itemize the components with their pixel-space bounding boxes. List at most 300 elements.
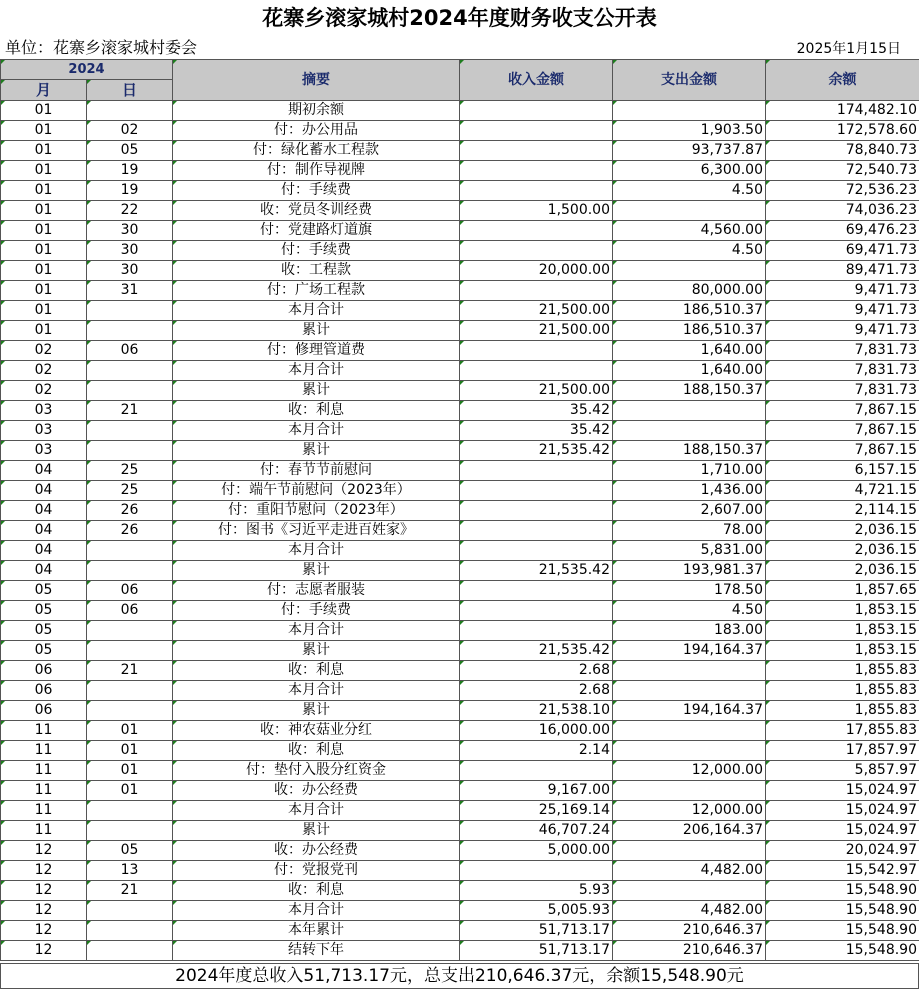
summary-cell: 付：修理管道费 — [173, 341, 460, 361]
table-row — [1, 921, 919, 941]
summary-cell: 收：神农菇业分红 — [173, 721, 460, 741]
table-row — [1, 621, 919, 641]
balance-cell: 9,471.73 — [766, 321, 919, 341]
summary-cell: 本年累计 — [173, 921, 460, 941]
income-cell — [460, 481, 613, 501]
income-cell — [460, 601, 613, 621]
table-row — [1, 901, 919, 921]
balance-cell: 15,024.97 — [766, 821, 919, 841]
summary-cell: 累计 — [173, 561, 460, 581]
income-cell: 9,167.00 — [460, 781, 613, 801]
table-row — [1, 281, 919, 301]
table-row — [1, 941, 919, 961]
balance-cell: 1,855.83 — [766, 661, 919, 681]
table-row — [1, 181, 919, 201]
table-row — [1, 381, 919, 401]
day-cell: 22 — [87, 201, 173, 221]
table-row — [1, 741, 919, 761]
summary-cell: 累计 — [173, 381, 460, 401]
summary-cell: 累计 — [173, 701, 460, 721]
table-row — [1, 241, 919, 261]
summary-cell: 付：绿化蓄水工程款 — [173, 141, 460, 161]
expense-cell — [613, 661, 766, 681]
income-cell: 1,500.00 — [460, 201, 613, 221]
month-cell: 01 — [1, 301, 87, 321]
table-row — [1, 361, 919, 381]
income-cell — [460, 141, 613, 161]
month-cell: 04 — [1, 521, 87, 541]
month-cell: 01 — [1, 221, 87, 241]
table-row — [1, 501, 919, 521]
day-cell: 01 — [87, 721, 173, 741]
income-cell: 5,005.93 — [460, 901, 613, 921]
income-cell: 5.93 — [460, 881, 613, 901]
day-cell: 21 — [87, 661, 173, 681]
income-cell — [460, 621, 613, 641]
summary-cell: 本月合计 — [173, 621, 460, 641]
income-cell: 21,500.00 — [460, 301, 613, 321]
table-row — [1, 221, 919, 241]
expense-cell: 12,000.00 — [613, 761, 766, 781]
table-row — [1, 101, 919, 121]
day-cell — [87, 921, 173, 941]
expense-cell: 6,300.00 — [613, 161, 766, 181]
table-row — [1, 641, 919, 661]
summary-cell: 付：垫付入股分红资金 — [173, 761, 460, 781]
balance-cell: 174,482.10 — [766, 101, 919, 121]
summary-cell: 收：党员冬训经费 — [173, 201, 460, 221]
expense-cell: 4,482.00 — [613, 861, 766, 881]
day-cell — [87, 541, 173, 561]
income-cell: 46,707.24 — [460, 821, 613, 841]
expense-cell — [613, 781, 766, 801]
balance-header: 余额 — [766, 60, 919, 101]
table-row — [1, 201, 919, 221]
month-cell: 05 — [1, 621, 87, 641]
month-cell: 11 — [1, 821, 87, 841]
income-cell — [460, 161, 613, 181]
summary-footer: 2024年度总收入51,713.17元，总支出210,646.37元，余额15,548.90元 — [0, 963, 919, 989]
month-cell: 04 — [1, 481, 87, 501]
expense-cell: 194,164.37 — [613, 641, 766, 661]
balance-cell: 15,542.97 — [766, 861, 919, 881]
day-cell: 19 — [87, 181, 173, 201]
income-cell: 21,500.00 — [460, 381, 613, 401]
day-cell — [87, 301, 173, 321]
month-cell: 01 — [1, 101, 87, 121]
balance-cell: 9,471.73 — [766, 281, 919, 301]
balance-cell: 17,857.97 — [766, 741, 919, 761]
month-cell: 01 — [1, 121, 87, 141]
table-row — [1, 521, 919, 541]
balance-cell: 2,114.15 — [766, 501, 919, 521]
income-cell: 21,535.42 — [460, 561, 613, 581]
income-cell: 2.14 — [460, 741, 613, 761]
summary-cell: 付：手续费 — [173, 181, 460, 201]
income-cell — [460, 501, 613, 521]
expense-cell: 5,831.00 — [613, 541, 766, 561]
summary-cell: 累计 — [173, 821, 460, 841]
income-cell: 35.42 — [460, 421, 613, 441]
expense-cell: 186,510.37 — [613, 321, 766, 341]
day-cell: 06 — [87, 581, 173, 601]
day-cell: 25 — [87, 461, 173, 481]
month-cell: 12 — [1, 881, 87, 901]
summary-cell: 累计 — [173, 641, 460, 661]
income-cell: 2.68 — [460, 661, 613, 681]
month-cell: 03 — [1, 441, 87, 461]
balance-cell: 1,853.15 — [766, 601, 919, 621]
summary-cell: 付：重阳节慰问（2023年） — [173, 501, 460, 521]
expense-cell: 1,640.00 — [613, 361, 766, 381]
balance-cell: 2,036.15 — [766, 561, 919, 581]
balance-cell: 6,157.15 — [766, 461, 919, 481]
expense-cell — [613, 101, 766, 121]
unit-label: 单位：花寨乡滚家城村委会 — [5, 38, 198, 57]
month-cell: 04 — [1, 561, 87, 581]
expense-cell — [613, 841, 766, 861]
day-cell: 19 — [87, 161, 173, 181]
income-cell: 21,500.00 — [460, 321, 613, 341]
table-row — [1, 781, 919, 801]
balance-cell: 74,036.23 — [766, 201, 919, 221]
income-cell: 51,713.17 — [460, 921, 613, 941]
summary-cell: 期初余额 — [173, 101, 460, 121]
table-row — [1, 401, 919, 421]
month-cell: 12 — [1, 861, 87, 881]
summary-cell: 付：春节节前慰问 — [173, 461, 460, 481]
summary-cell: 付：广场工程款 — [173, 281, 460, 301]
expense-cell: 193,981.37 — [613, 561, 766, 581]
summary-cell: 付：办公用品 — [173, 121, 460, 141]
expense-cell: 210,646.37 — [613, 941, 766, 961]
summary-cell: 收：利息 — [173, 401, 460, 421]
day-cell — [87, 101, 173, 121]
day-cell: 05 — [87, 141, 173, 161]
summary-cell: 付：手续费 — [173, 241, 460, 261]
expense-cell: 80,000.00 — [613, 281, 766, 301]
balance-cell: 2,036.15 — [766, 541, 919, 561]
expense-cell: 4.50 — [613, 241, 766, 261]
table-row — [1, 321, 919, 341]
month-cell: 05 — [1, 601, 87, 621]
day-cell — [87, 561, 173, 581]
expense-cell — [613, 881, 766, 901]
month-cell: 04 — [1, 541, 87, 561]
month-cell: 11 — [1, 761, 87, 781]
expense-cell: 93,737.87 — [613, 141, 766, 161]
income-cell — [460, 361, 613, 381]
income-cell — [460, 581, 613, 601]
balance-cell: 69,476.23 — [766, 221, 919, 241]
expense-cell — [613, 401, 766, 421]
table-row — [1, 841, 919, 861]
balance-cell: 69,471.73 — [766, 241, 919, 261]
income-cell: 21,538.10 — [460, 701, 613, 721]
day-cell: 13 — [87, 861, 173, 881]
day-cell — [87, 701, 173, 721]
expense-cell: 183.00 — [613, 621, 766, 641]
income-cell: 21,535.42 — [460, 641, 613, 661]
table-row — [1, 861, 919, 881]
expense-cell: 188,150.37 — [613, 441, 766, 461]
expense-cell: 2,607.00 — [613, 501, 766, 521]
income-cell: 51,713.17 — [460, 941, 613, 961]
income-cell: 25,169.14 — [460, 801, 613, 821]
summary-cell: 收：办公经费 — [173, 781, 460, 801]
balance-cell: 15,548.90 — [766, 941, 919, 961]
expense-cell: 1,710.00 — [613, 461, 766, 481]
month-cell: 06 — [1, 661, 87, 681]
day-cell: 30 — [87, 241, 173, 261]
month-cell: 12 — [1, 921, 87, 941]
summary-cell: 付：图书《习近平走进百姓家》 — [173, 521, 460, 541]
month-cell: 03 — [1, 421, 87, 441]
balance-cell: 72,540.73 — [766, 161, 919, 181]
day-cell: 06 — [87, 341, 173, 361]
summary-cell: 累计 — [173, 441, 460, 461]
summary-cell: 本月合计 — [173, 801, 460, 821]
day-cell: 01 — [87, 781, 173, 801]
summary-cell: 累计 — [173, 321, 460, 341]
balance-cell: 15,024.97 — [766, 801, 919, 821]
summary-cell: 本月合计 — [173, 361, 460, 381]
expense-cell: 188,150.37 — [613, 381, 766, 401]
table-row — [1, 581, 919, 601]
summary-cell: 收：办公经费 — [173, 841, 460, 861]
month-cell: 06 — [1, 681, 87, 701]
day-cell — [87, 621, 173, 641]
balance-cell: 7,831.73 — [766, 341, 919, 361]
summary-cell: 本月合计 — [173, 301, 460, 321]
expense-cell — [613, 261, 766, 281]
summary-cell: 付：制作导视牌 — [173, 161, 460, 181]
day-cell: 02 — [87, 121, 173, 141]
month-cell: 12 — [1, 841, 87, 861]
day-cell: 21 — [87, 881, 173, 901]
income-cell — [460, 761, 613, 781]
day-cell: 06 — [87, 601, 173, 621]
table-row — [1, 121, 919, 141]
balance-cell: 1,857.65 — [766, 581, 919, 601]
table-row — [1, 601, 919, 621]
day-cell — [87, 681, 173, 701]
balance-cell: 172,578.60 — [766, 121, 919, 141]
balance-cell: 17,855.83 — [766, 721, 919, 741]
month-cell: 01 — [1, 321, 87, 341]
summary-cell: 付：端午节前慰问（2023年） — [173, 481, 460, 501]
month-cell: 01 — [1, 161, 87, 181]
table-row — [1, 801, 919, 821]
balance-cell: 72,536.23 — [766, 181, 919, 201]
day-cell — [87, 901, 173, 921]
summary-cell: 付：党建路灯道旗 — [173, 221, 460, 241]
expense-header: 支出金额 — [613, 60, 766, 101]
table-row — [1, 701, 919, 721]
month-cell: 01 — [1, 241, 87, 261]
report-date: 2025年1月15日 — [796, 41, 901, 57]
day-cell — [87, 441, 173, 461]
day-cell: 05 — [87, 841, 173, 861]
income-cell — [460, 541, 613, 561]
day-cell: 25 — [87, 481, 173, 501]
income-cell — [460, 861, 613, 881]
balance-cell: 20,024.97 — [766, 841, 919, 861]
summary-cell: 付：党报党刊 — [173, 861, 460, 881]
balance-cell: 7,831.73 — [766, 361, 919, 381]
summary-cell: 付：志愿者服装 — [173, 581, 460, 601]
month-cell: 11 — [1, 741, 87, 761]
day-cell — [87, 321, 173, 341]
table-row — [1, 761, 919, 781]
month-cell: 02 — [1, 341, 87, 361]
month-cell: 12 — [1, 941, 87, 961]
table-row — [1, 301, 919, 321]
summary-cell: 收：工程款 — [173, 261, 460, 281]
balance-cell: 1,855.83 — [766, 681, 919, 701]
finance-table — [0, 59, 919, 961]
year-header: 2024 — [1, 60, 173, 80]
summary-cell: 本月合计 — [173, 421, 460, 441]
balance-cell: 15,024.97 — [766, 781, 919, 801]
summary-cell: 收：利息 — [173, 661, 460, 681]
income-cell — [460, 121, 613, 141]
income-cell: 16,000.00 — [460, 721, 613, 741]
income-cell: 35.42 — [460, 401, 613, 421]
expense-cell: 4.50 — [613, 181, 766, 201]
summary-header: 摘要 — [173, 60, 460, 101]
balance-cell: 4,721.15 — [766, 481, 919, 501]
balance-cell: 15,548.90 — [766, 901, 919, 921]
expense-cell: 178.50 — [613, 581, 766, 601]
month-cell: 05 — [1, 641, 87, 661]
expense-cell: 4.50 — [613, 601, 766, 621]
day-header: 日 — [87, 80, 173, 101]
income-cell: 20,000.00 — [460, 261, 613, 281]
table-row — [1, 461, 919, 481]
expense-cell: 78.00 — [613, 521, 766, 541]
summary-cell: 本月合计 — [173, 901, 460, 921]
expense-cell — [613, 721, 766, 741]
month-cell: 01 — [1, 261, 87, 281]
income-header: 收入金额 — [460, 60, 613, 101]
income-cell — [460, 101, 613, 121]
month-cell: 11 — [1, 801, 87, 821]
expense-cell: 1,640.00 — [613, 341, 766, 361]
balance-cell: 7,867.15 — [766, 441, 919, 461]
day-cell — [87, 421, 173, 441]
table-row — [1, 421, 919, 441]
expense-cell — [613, 201, 766, 221]
income-cell — [460, 221, 613, 241]
table-row — [1, 821, 919, 841]
balance-cell: 2,036.15 — [766, 521, 919, 541]
day-cell — [87, 821, 173, 841]
day-cell: 01 — [87, 741, 173, 761]
day-cell — [87, 381, 173, 401]
table-row — [1, 141, 919, 161]
income-cell — [460, 181, 613, 201]
income-cell — [460, 281, 613, 301]
table-row — [1, 881, 919, 901]
day-cell: 26 — [87, 501, 173, 521]
balance-cell: 78,840.73 — [766, 141, 919, 161]
day-cell — [87, 941, 173, 961]
income-cell — [460, 341, 613, 361]
summary-cell: 付：手续费 — [173, 601, 460, 621]
day-cell: 26 — [87, 521, 173, 541]
day-cell: 31 — [87, 281, 173, 301]
expense-cell: 206,164.37 — [613, 821, 766, 841]
income-cell — [460, 521, 613, 541]
income-cell: 2.68 — [460, 681, 613, 701]
balance-cell: 1,853.15 — [766, 641, 919, 661]
balance-cell: 5,857.97 — [766, 761, 919, 781]
expense-cell: 1,436.00 — [613, 481, 766, 501]
table-row — [1, 341, 919, 361]
expense-cell — [613, 421, 766, 441]
month-cell: 04 — [1, 501, 87, 521]
balance-cell: 7,831.73 — [766, 381, 919, 401]
summary-cell: 本月合计 — [173, 541, 460, 561]
month-header: 月 — [1, 80, 87, 101]
balance-cell: 7,867.15 — [766, 401, 919, 421]
balance-cell: 89,471.73 — [766, 261, 919, 281]
table-body — [1, 101, 919, 961]
summary-cell: 收：利息 — [173, 881, 460, 901]
month-cell: 02 — [1, 361, 87, 381]
table-row — [1, 681, 919, 701]
expense-cell — [613, 741, 766, 761]
month-cell: 03 — [1, 401, 87, 421]
day-cell: 01 — [87, 761, 173, 781]
expense-cell: 1,903.50 — [613, 121, 766, 141]
balance-cell: 7,867.15 — [766, 421, 919, 441]
day-cell: 30 — [87, 221, 173, 241]
table-row — [1, 561, 919, 581]
expense-cell: 4,560.00 — [613, 221, 766, 241]
month-cell: 01 — [1, 141, 87, 161]
income-cell — [460, 241, 613, 261]
expense-cell: 186,510.37 — [613, 301, 766, 321]
balance-cell: 1,853.15 — [766, 621, 919, 641]
expense-cell: 210,646.37 — [613, 921, 766, 941]
table-row — [1, 161, 919, 181]
month-cell: 01 — [1, 201, 87, 221]
balance-cell: 9,471.73 — [766, 301, 919, 321]
month-cell: 01 — [1, 281, 87, 301]
expense-cell: 4,482.00 — [613, 901, 766, 921]
day-cell — [87, 361, 173, 381]
page-title: 花寨乡滚家城村2024年度财务收支公开表 — [262, 6, 657, 30]
month-cell: 11 — [1, 721, 87, 741]
table-row — [1, 261, 919, 281]
expense-cell: 12,000.00 — [613, 801, 766, 821]
day-cell — [87, 641, 173, 661]
month-cell: 04 — [1, 461, 87, 481]
month-cell: 12 — [1, 901, 87, 921]
day-cell: 30 — [87, 261, 173, 281]
balance-cell: 15,548.90 — [766, 921, 919, 941]
month-cell: 11 — [1, 781, 87, 801]
table-row — [1, 661, 919, 681]
summary-cell: 结转下年 — [173, 941, 460, 961]
income-cell: 21,535.42 — [460, 441, 613, 461]
balance-cell: 15,548.90 — [766, 881, 919, 901]
table-row — [1, 481, 919, 501]
table-row — [1, 541, 919, 561]
day-cell — [87, 801, 173, 821]
